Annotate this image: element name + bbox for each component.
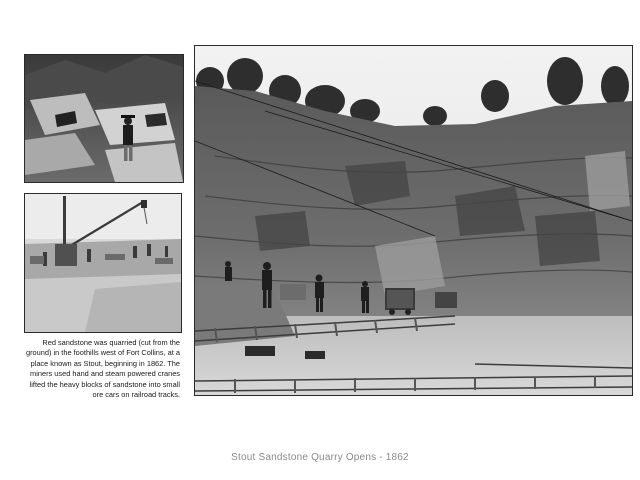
photo-caption: Red sandstone was quarried (cut from the ground) in the foothills west of Fort Collins, at a place known as Stout, beginning in 1862. The miners used hand and steam powered cranes lifted the heavy blocks of sandstone into small ore cars on railroad tracks.	[25, 338, 180, 400]
steam-crane-image	[25, 194, 181, 332]
quarry-wall-image	[195, 46, 632, 395]
photo-quarry-wall	[194, 45, 633, 396]
quarry-worker-image	[25, 55, 183, 182]
photo-quarry-worker	[24, 54, 184, 183]
photo-steam-crane	[24, 193, 182, 333]
slide-title: Stout Sandstone Quarry Opens - 1862	[231, 452, 409, 463]
